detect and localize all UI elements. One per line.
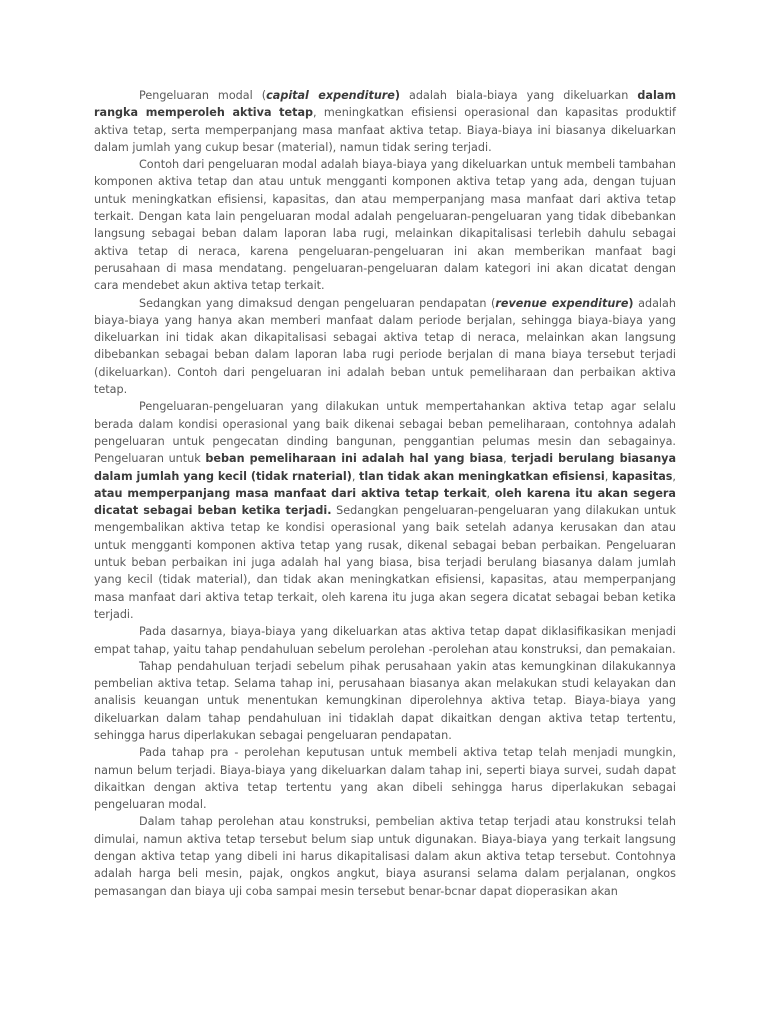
text-run: , meningkatkan efisiensi operasional dan kapasitas produktif aktiva tetap, serta memperpanjang masa manfaat aktiva tetap. Biaya-biaya ini biasanya dikeluarkan dalam jumlah yang cukup besar (material), namun tidak sering terjadi. — [94, 106, 676, 154]
paragraph — [94, 87, 676, 156]
bold-run: atau memperpanjang masa manfaat dari aktiva tetap terkait — [94, 486, 487, 500]
bold-italic-run — [495, 297, 628, 310]
text-run: , — [503, 452, 512, 466]
emphasis-term: revenue expenditure — [495, 296, 629, 310]
bold-run: ) — [394, 89, 401, 102]
text-run: Pada dasarnya, biaya-biaya yang dikeluarkan atas aktiva tetap dapat diklasifikasikan menjadi empat tahap, yaitu tahap pendahuluan sebelum perolehan -perolehan atau konstruksi, dan pemakaian. — [94, 625, 676, 656]
text-run: Contoh dari pengeluaran modal adalah biaya-biaya yang dikeluarkan untuk membeli tambahan komponen aktiva tetap dan atau untuk mengganti komponen aktiva tetap yang ada, dengan tujuan untuk meningkatkan efisiensi, kapasitas, dan atau memperpanjang masa manfaat dari aktiva tetap terkait. Dengan kata lain pengeluaran modal adalah pengeluaran-pengeluaran yang tidak dibebankan langsung sebagai beban dalam laporan laba rugi, melainkan dikapitalisasi terlebih dahulu sebagai aktiva tetap di neraca, karena pengeluaran-pengeluaran ini akan memberikan manfaat bagi perusahaan di masa mendatang. pengeluaran-pengeluaran dalam kategori ini akan dicatat dengan cara mendebet akun aktiva tetap terkait. — [94, 158, 676, 293]
text-run: Sedangkan yang dimaksud dengan pengeluaran pendapatan ( — [139, 296, 496, 310]
text-run: , — [672, 469, 676, 483]
paragraph — [94, 295, 676, 399]
paragraph — [94, 658, 676, 744]
bold-run: terjadi berulang biasanya dalam jumlah yang kecil (tidak rnaterial) — [94, 452, 676, 483]
bold-run: kapasitas — [611, 469, 673, 483]
paragraph — [94, 813, 676, 899]
text-run: Pengeluaran modal ( — [139, 89, 267, 102]
paragraph — [94, 623, 676, 658]
bold-run: beban pemeliharaan ini adalah hal yang biasa — [205, 452, 504, 466]
bold-run: tlan tidak akan meningkatkan efisiensi — [358, 469, 605, 483]
text-run: adalah biaya-biaya yang hanya akan memberi manfaat dalam periode berjalan, sehingga biaya-biaya yang dikeluarkan ini tidak akan dikapitalisasi sebagai aktiva tetap di neraca, melainkan akan langsung dibebankan sebagai beban dalam laporan laba rugi periode berjalan di mana biaya tersebut terjadi (dikeluarkan). Contoh dari pengeluaran ini adalah beban untuk pemeliharaan dan perbaikan aktiva tetap. — [94, 296, 676, 397]
bold-run: dalam rangka memperoleh aktiva tetap — [94, 89, 676, 120]
text-run: Tahap pendahuluan terjadi sebelum pihak perusahaan yakin atas kemungkinan dilakukannya pembelian aktiva tetap. Selama tahap ini, perusahaan biasanya akan melakukan studi kelayakan dan analisis keuangan untuk menentukan kemungkinan diperolehnya aktiva tetap. Biaya-biaya yang dikeluarkan dalam tahap pendahuluan ini tidaklah dapat dikaitkan dengan aktiva tetap tertentu, sehingga harus diperlakukan sebagai pengeluaran pendapatan. — [94, 659, 676, 742]
text-run: , — [604, 469, 612, 483]
bold-italic-run — [266, 89, 395, 102]
paragraph — [94, 156, 676, 294]
text-run: adalah biala-biaya yang dikeluarkan — [400, 89, 638, 102]
paragraph — [94, 744, 676, 813]
paragraph — [94, 398, 676, 623]
document-body — [94, 87, 676, 900]
bold-run: oleh karena itu akan segera dicatat sebagai beban ketika terjadi. — [94, 486, 676, 518]
text-run: Dalam tahap perolehan atau konstruksi, pembelian aktiva tetap terjadi atau konstruksi telah dimulai, namun aktiva tetap tersebut belum siap untuk digunakan. Biaya-biaya yang terkait langsung dengan aktiva tetap yang dibeli ini harus dikapitalisasi dalam akun aktiva tetap tersebut. Contohnya adalah harga beli mesin, pajak, ongkos angkut, biaya asuransi selama dalam perjalanan, ongkos pemasangan dan biaya uji coba sampai mesin tersebut benar-bcnar dapat dioperasikan akan — [94, 815, 676, 898]
text-run: Pada tahap pra - perolehan keputusan untuk membeli aktiva tetap telah menjadi mungkin, namun belum terjadi. Biaya-biaya yang dikeluarkan dalam tahap ini, seperti biaya survei, sudah dapat dikaitkan dengan aktiva tetap tertentu yang akan dibeli sehingga harus diperlakukan sebagai pengeluaran modal. — [94, 746, 676, 812]
text-run: Pengeluaran-pengeluaran yang dilakukan untuk mempertahankan aktiva tetap agar selalu berada dalam kondisi operasional yang baik dikenai sebagai beban pemeliharaan, contohnya adalah pengeluaran untuk pengecatan dinding bangunan, penggantian pelumas mesin dan sebagainya. Pengeluaran untuk — [94, 400, 676, 466]
text-run: , — [351, 469, 359, 483]
text-run: , — [486, 486, 495, 500]
text-run: Sedangkan pengeluaran-pengeluaran yang dilakukan untuk mengembalikan aktiva tetap ke kondisi operasional yang baik setelah adanya kerusakan dan atau untuk mengganti komponen aktiva tetap yang rusak, dikenal sebagai beban perbaikan. Pengeluaran untuk beban perbaikan ini juga adalah hal yang biasa, bisa terjadi berulang biasanya dalam jumlah yang kecil (tidak material), dan tidak akan meningkatkan efisiensi, kapasitas, atau memperpanjang masa manfaat dari aktiva tetap terkait, oleh karena itu juga akan segera dicatat sebagai beban ketika terjadi. — [94, 504, 676, 621]
bold-run: ) — [628, 296, 634, 310]
emphasis-term: capital expenditure — [266, 89, 395, 102]
